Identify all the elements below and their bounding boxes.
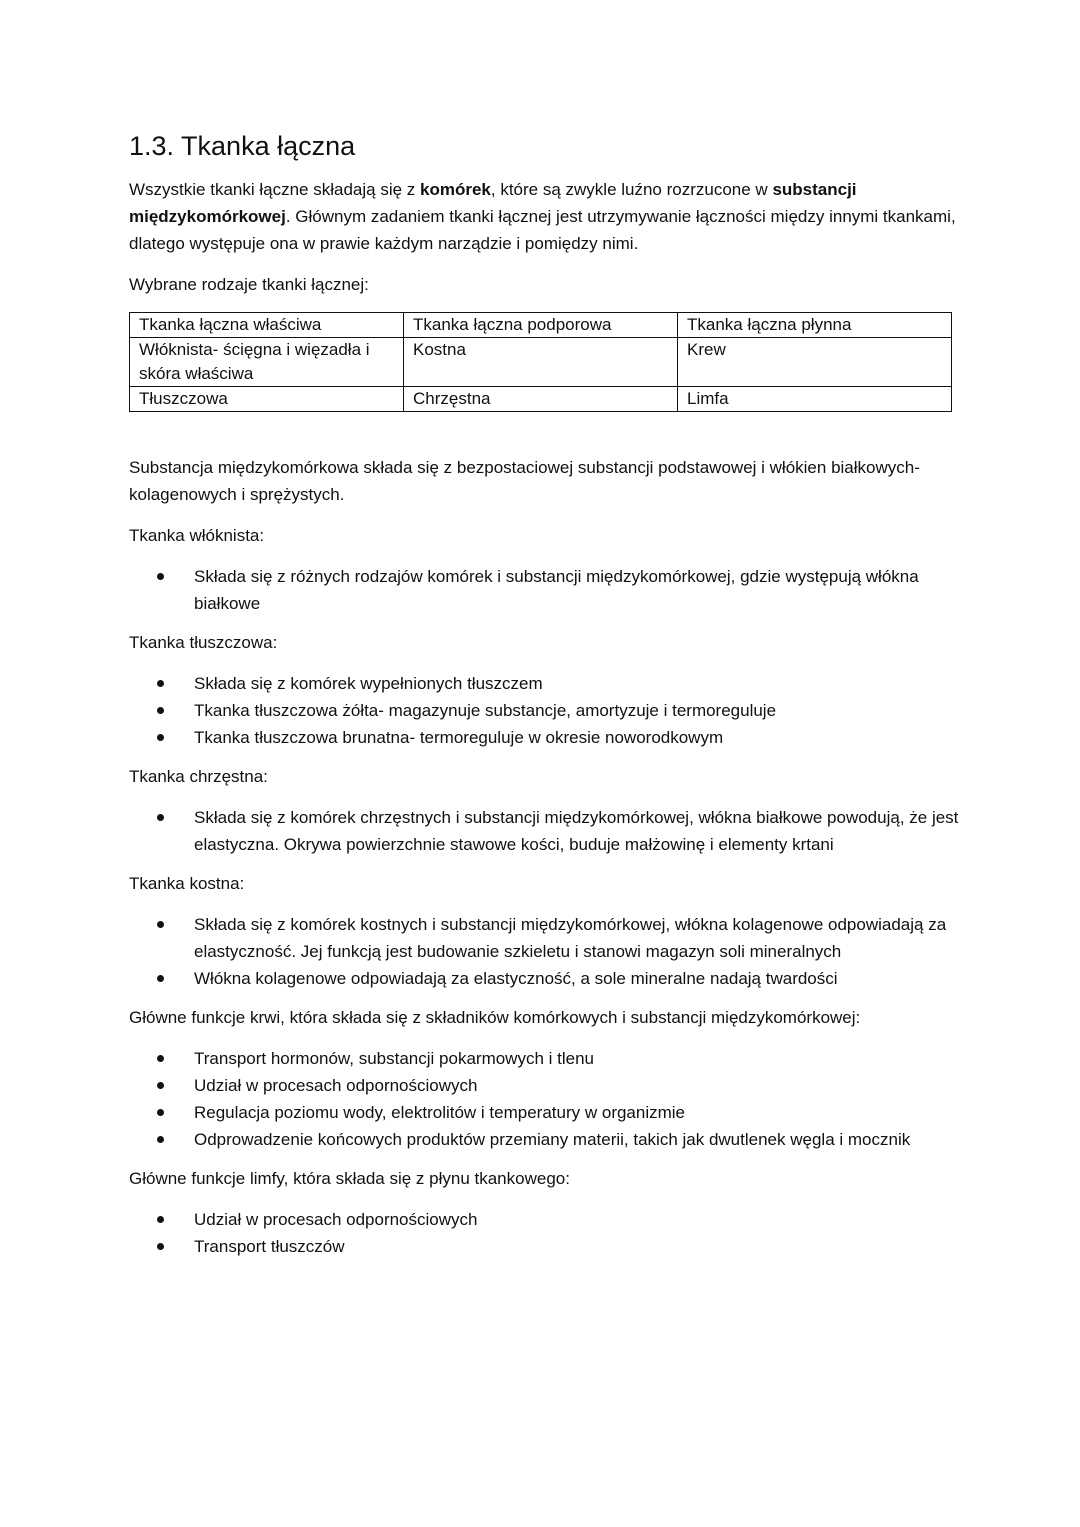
table-cell: Krew (678, 338, 952, 387)
table-row (130, 338, 952, 387)
table-cell: Tkanka łączna płynna (678, 313, 952, 338)
section-title: Tkanka włóknista: (129, 526, 265, 545)
list-item: Odprowadzenie końcowych produktów przemiany materii, takich jak dwutlenek węgla i mocznik (129, 1126, 959, 1153)
table-row (130, 313, 952, 338)
intro-bold-substance: substancji międzykomórkowej (129, 180, 857, 226)
bullet-list (129, 911, 959, 992)
tissue-types-table (129, 312, 952, 412)
bullet-list (129, 563, 959, 617)
table-cell: Tłuszczowa (130, 387, 404, 412)
section-title: Tkanka tłuszczowa: (129, 633, 278, 652)
table-cell: Tkanka łączna podporowa (404, 313, 678, 338)
section-title: Tkanka chrzęstna: (129, 767, 268, 786)
section-fibrous (129, 522, 959, 617)
section-cartilage (129, 763, 959, 858)
intro-text-1: Wszystkie tkanki łączne składają się z (129, 180, 420, 199)
list-item: Udział w procesach odpornościowych (129, 1072, 959, 1099)
bullet-list (129, 670, 959, 751)
table-cell: Chrzęstna (404, 387, 678, 412)
section-title: Główne funkcje krwi, która składa się z składników komórkowych i substancji międzykomórkowej: (129, 1008, 861, 1027)
bullet-list (129, 1206, 959, 1260)
table-cell: Włóknista- ścięgna i więzadła i skóra właściwa (130, 338, 404, 387)
section-title: Główne funkcje limfy, która składa się z płynu tkankowego: (129, 1169, 570, 1188)
table-cell: Limfa (678, 387, 952, 412)
list-item: Udział w procesach odpornościowych (129, 1206, 959, 1233)
list-item: Tkanka tłuszczowa brunatna- termoreguluje w okresie noworodkowym (129, 724, 959, 751)
bullet-list (129, 1045, 959, 1153)
list-item: Składa się z komórek kostnych i substancji międzykomórkowej, włókna kolagenowe odpowiadają za elastyczność. Jej funkcją jest budowanie szkieletu i stanowi magazyn soli mineralnych (129, 911, 959, 965)
table-intro: Wybrane rodzaje tkanki łącznej: (129, 275, 369, 294)
list-item: Składa się z komórek wypełnionych tłuszczem (129, 670, 959, 697)
table-cell: Tkanka łączna właściwa (130, 313, 404, 338)
section-blood-functions (129, 1004, 959, 1153)
list-item: Włókna kolagenowe odpowiadają za elastyczność, a sole mineralne nadają twardości (129, 965, 959, 992)
section-title: Tkanka kostna: (129, 874, 245, 893)
bullet-list (129, 804, 959, 858)
table-row (130, 387, 952, 412)
list-item: Transport hormonów, substancji pokarmowych i tlenu (129, 1045, 959, 1072)
list-item: Składa się z różnych rodzajów komórek i substancji międzykomórkowej, gdzie występują włókna białkowe (129, 563, 959, 617)
document-page (129, 128, 959, 1272)
intro-text-3: . Głównym zadaniem tkanki łącznej jest utrzymywanie łączności między innymi tkankami, dlatego występuje ona w prawie każdym narządzie i pomiędzy nimi. (129, 207, 956, 253)
section-lymph-functions (129, 1165, 959, 1260)
list-item: Składa się z komórek chrzęstnych i substancji międzykomórkowej, włókna białkowe powodują, że jest elastyczna. Okrywa powierzchnie stawowe kości, buduje małżowinę i elementy krtani (129, 804, 959, 858)
intro-text-2: , które są zwykle luźno rozrzucone w (490, 180, 773, 199)
list-item: Regulacja poziomu wody, elektrolitów i temperatury w organizmie (129, 1099, 959, 1126)
table-cell: Kostna (404, 338, 678, 387)
list-item: Tkanka tłuszczowa żółta- magazynuje substancje, amortyzuje i termoreguluje (129, 697, 959, 724)
page-title: 1.3. Tkanka łączna (129, 131, 356, 161)
section-bone (129, 870, 959, 992)
substance-paragraph: Substancja międzykomórkowa składa się z bezpostaciowej substancji podstawowej i włókien białkowych- kolagenowych i sprężystych. (129, 458, 920, 504)
intro-paragraph (129, 176, 959, 257)
intro-bold-cells: komórek (420, 180, 491, 199)
list-item: Transport tłuszczów (129, 1233, 959, 1260)
section-adipose (129, 629, 959, 751)
